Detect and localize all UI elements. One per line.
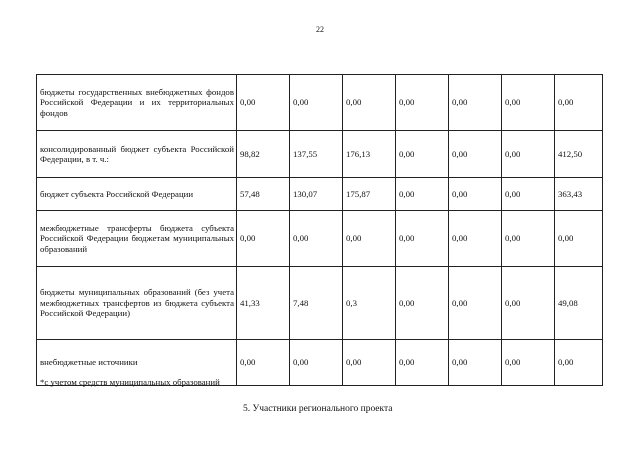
row-value: 0,00 [396, 267, 449, 340]
table-row [37, 131, 603, 178]
table-row [37, 211, 603, 267]
row-label: бюджет субъекта Российской Федерации [37, 178, 237, 211]
row-value: 137,55 [290, 131, 343, 178]
row-value: 176,13 [343, 131, 396, 178]
row-label: межбюджетные трансферты бюджета субъекта Российской Федерации бюджетам муниципальных образований [37, 211, 237, 267]
row-label: консолидированный бюджет субъекта Российской Федерации, в т. ч.: [37, 131, 237, 178]
row-value: 175,87 [343, 178, 396, 211]
row-value: 0,00 [449, 178, 502, 211]
row-value: 412,50 [555, 131, 603, 178]
row-value: 0,00 [555, 211, 603, 267]
row-value: 57,48 [237, 178, 290, 211]
row-value: 0,00 [343, 211, 396, 267]
section-heading: 5. Участники регионального проекта [243, 404, 393, 414]
row-value: 0,00 [290, 340, 343, 386]
row-value: 0,00 [449, 131, 502, 178]
row-value: 0,00 [502, 211, 555, 267]
row-value: 0,00 [396, 340, 449, 386]
row-value: 0,00 [396, 178, 449, 211]
row-value: 0,00 [502, 75, 555, 131]
budget-table [36, 74, 603, 386]
row-value: 0,00 [555, 340, 603, 386]
row-value: 0,00 [449, 340, 502, 386]
row-value: 0,00 [396, 131, 449, 178]
row-value: 98,82 [237, 131, 290, 178]
page-number: 22 [316, 25, 324, 34]
row-value: 0,00 [502, 178, 555, 211]
row-value: 0,00 [502, 131, 555, 178]
row-value: 0,3 [343, 267, 396, 340]
footnote: *с учетом средств муниципальных образований [40, 377, 220, 387]
row-value: 7,48 [290, 267, 343, 340]
row-value: 0,00 [343, 340, 396, 386]
table-row [37, 267, 603, 340]
row-value: 0,00 [343, 75, 396, 131]
row-label: внебюджетные источники [37, 340, 237, 386]
row-label: бюджеты муниципальных образований (без учета межбюджетных трансфертов из бюджета субъекта Российской Федерации) [37, 267, 237, 340]
row-value: 0,00 [237, 75, 290, 131]
row-value: 0,00 [449, 211, 502, 267]
budget-table-body [37, 75, 603, 386]
row-value: 130,07 [290, 178, 343, 211]
row-value: 0,00 [449, 75, 502, 131]
table-row [37, 178, 603, 211]
table-row [37, 75, 603, 131]
row-value: 0,00 [502, 340, 555, 386]
row-value: 0,00 [396, 75, 449, 131]
row-value: 0,00 [237, 211, 290, 267]
row-value: 0,00 [290, 211, 343, 267]
row-value: 49,08 [555, 267, 603, 340]
row-value: 0,00 [396, 211, 449, 267]
row-label: бюджеты государственных внебюджетных фондов Российской Федерации и их территориальных фондов [37, 75, 237, 131]
row-value: 0,00 [449, 267, 502, 340]
row-value: 0,00 [502, 267, 555, 340]
row-value: 0,00 [237, 340, 290, 386]
row-value: 41,33 [237, 267, 290, 340]
row-value: 0,00 [290, 75, 343, 131]
row-value: 363,43 [555, 178, 603, 211]
row-value: 0,00 [555, 75, 603, 131]
